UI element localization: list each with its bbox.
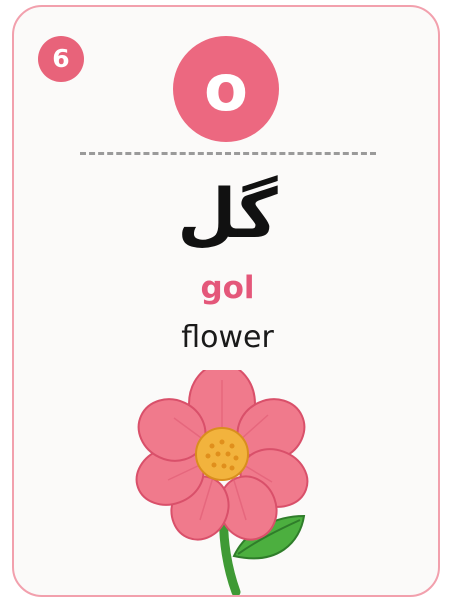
dashed-divider <box>80 152 376 155</box>
card-number-badge: 6 <box>38 36 84 82</box>
transliteration: gol <box>200 270 255 306</box>
english-meaning: flower <box>181 320 274 355</box>
flower-center <box>196 428 248 480</box>
letter-text: o <box>204 52 248 126</box>
flower-icon <box>128 370 316 595</box>
persian-word: گل <box>177 175 278 254</box>
